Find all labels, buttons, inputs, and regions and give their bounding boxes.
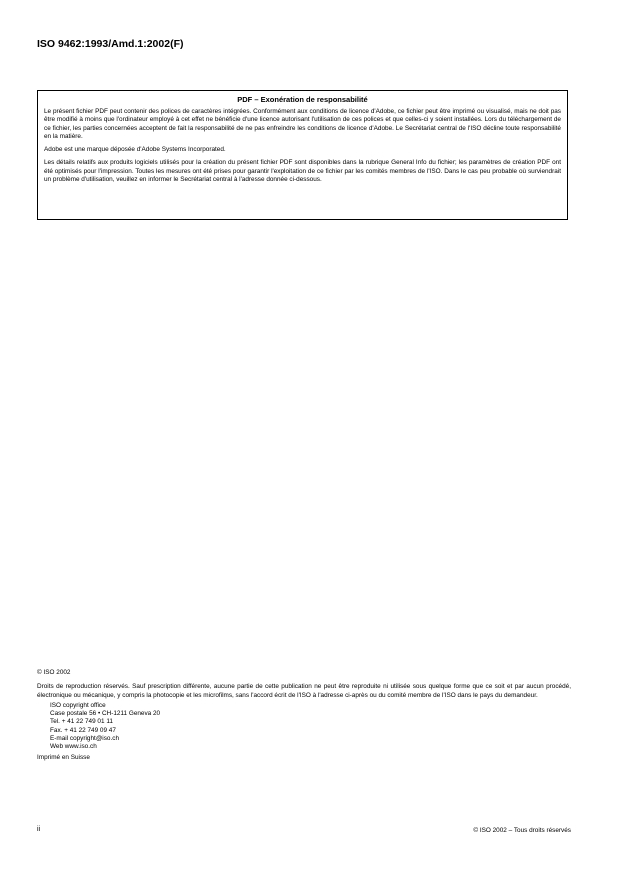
- disclaimer-title: PDF – Exonération de responsabilité: [237, 95, 368, 104]
- address-web: Web www.iso.ch: [50, 742, 97, 750]
- copyright-symbol-line: © ISO 2002: [37, 669, 71, 676]
- address-postal: Case postale 56 • CH-1211 Geneva 20: [50, 710, 161, 718]
- copyright-rights-text: Droits de reproduction réservés. Sauf prescription différente, aucune partie de cette publication ne peut être reproduite ni utilisée sous quelque forme que ce soit et par aucun procédé, électronique ou mécanique, y compris la photocopie et les microfilms, sans l'accord écrit de l'ISO à l'adresse ci-après ou du comité membre de l'ISO dans le pays du demandeur.: [37, 683, 571, 699]
- address-email: E-mail copyright@iso.ch: [50, 734, 119, 742]
- disclaimer-paragraph-details: Les détails relatifs aux produits logiciels utilisés pour la création du présent fichier PDF sont disponibles dans la rubrique General Info du fichier; les paramètres de création PDF ont été optimisés pour l'impression. Toutes les mesures ont été prises pour garantir l'exploitation de ce fichier par les comités membres de l'ISO. Dans le cas peu probable où surviendrait un problème d'utilisation, veuillez en informer le Secrétariat central à l'adresse donnée ci-dessous.: [44, 159, 561, 184]
- page-number: ii: [37, 826, 41, 833]
- pdf-disclaimer-box: [37, 90, 568, 220]
- address-office: ISO copyright office: [50, 701, 106, 709]
- address-fax: Fax. + 41 22 749 09 47: [50, 726, 116, 734]
- iso-address-block: [37, 702, 571, 751]
- printed-in-text: Imprimé en Suisse: [37, 754, 90, 762]
- copyright-section: [37, 669, 571, 762]
- disclaimer-paragraph-fonts: Le présent fichier PDF peut contenir des polices de caractères intégrées. Conformément aux conditions de licence d'Adobe, ce fichier peut être imprimé ou visualisé, mais ne doit pas être modifié à moins que l'ordinateur employé à cet effet ne bénéficie d'une licence autorisant l'utilisation de ces polices et que celles-ci y soient installées. Lors du téléchargement de ce fichier, les parties concernées acceptent de fait la responsabilité de ne pas enfreindre les conditions de licence d'Adobe. Le Secrétariat central de l'ISO décline toute responsabilité en la matière.: [44, 108, 561, 140]
- disclaimer-paragraph-adobe: Adobe est une marque déposée d'Adobe Systems Incorporated.: [44, 146, 226, 154]
- address-tel: Tel. + 41 22 749 01 11: [50, 718, 113, 726]
- footer-copyright: © ISO 2002 – Tous droits réservés: [473, 827, 571, 834]
- document-header-title: ISO 9462:1993/Amd.1:2002(F): [37, 38, 184, 50]
